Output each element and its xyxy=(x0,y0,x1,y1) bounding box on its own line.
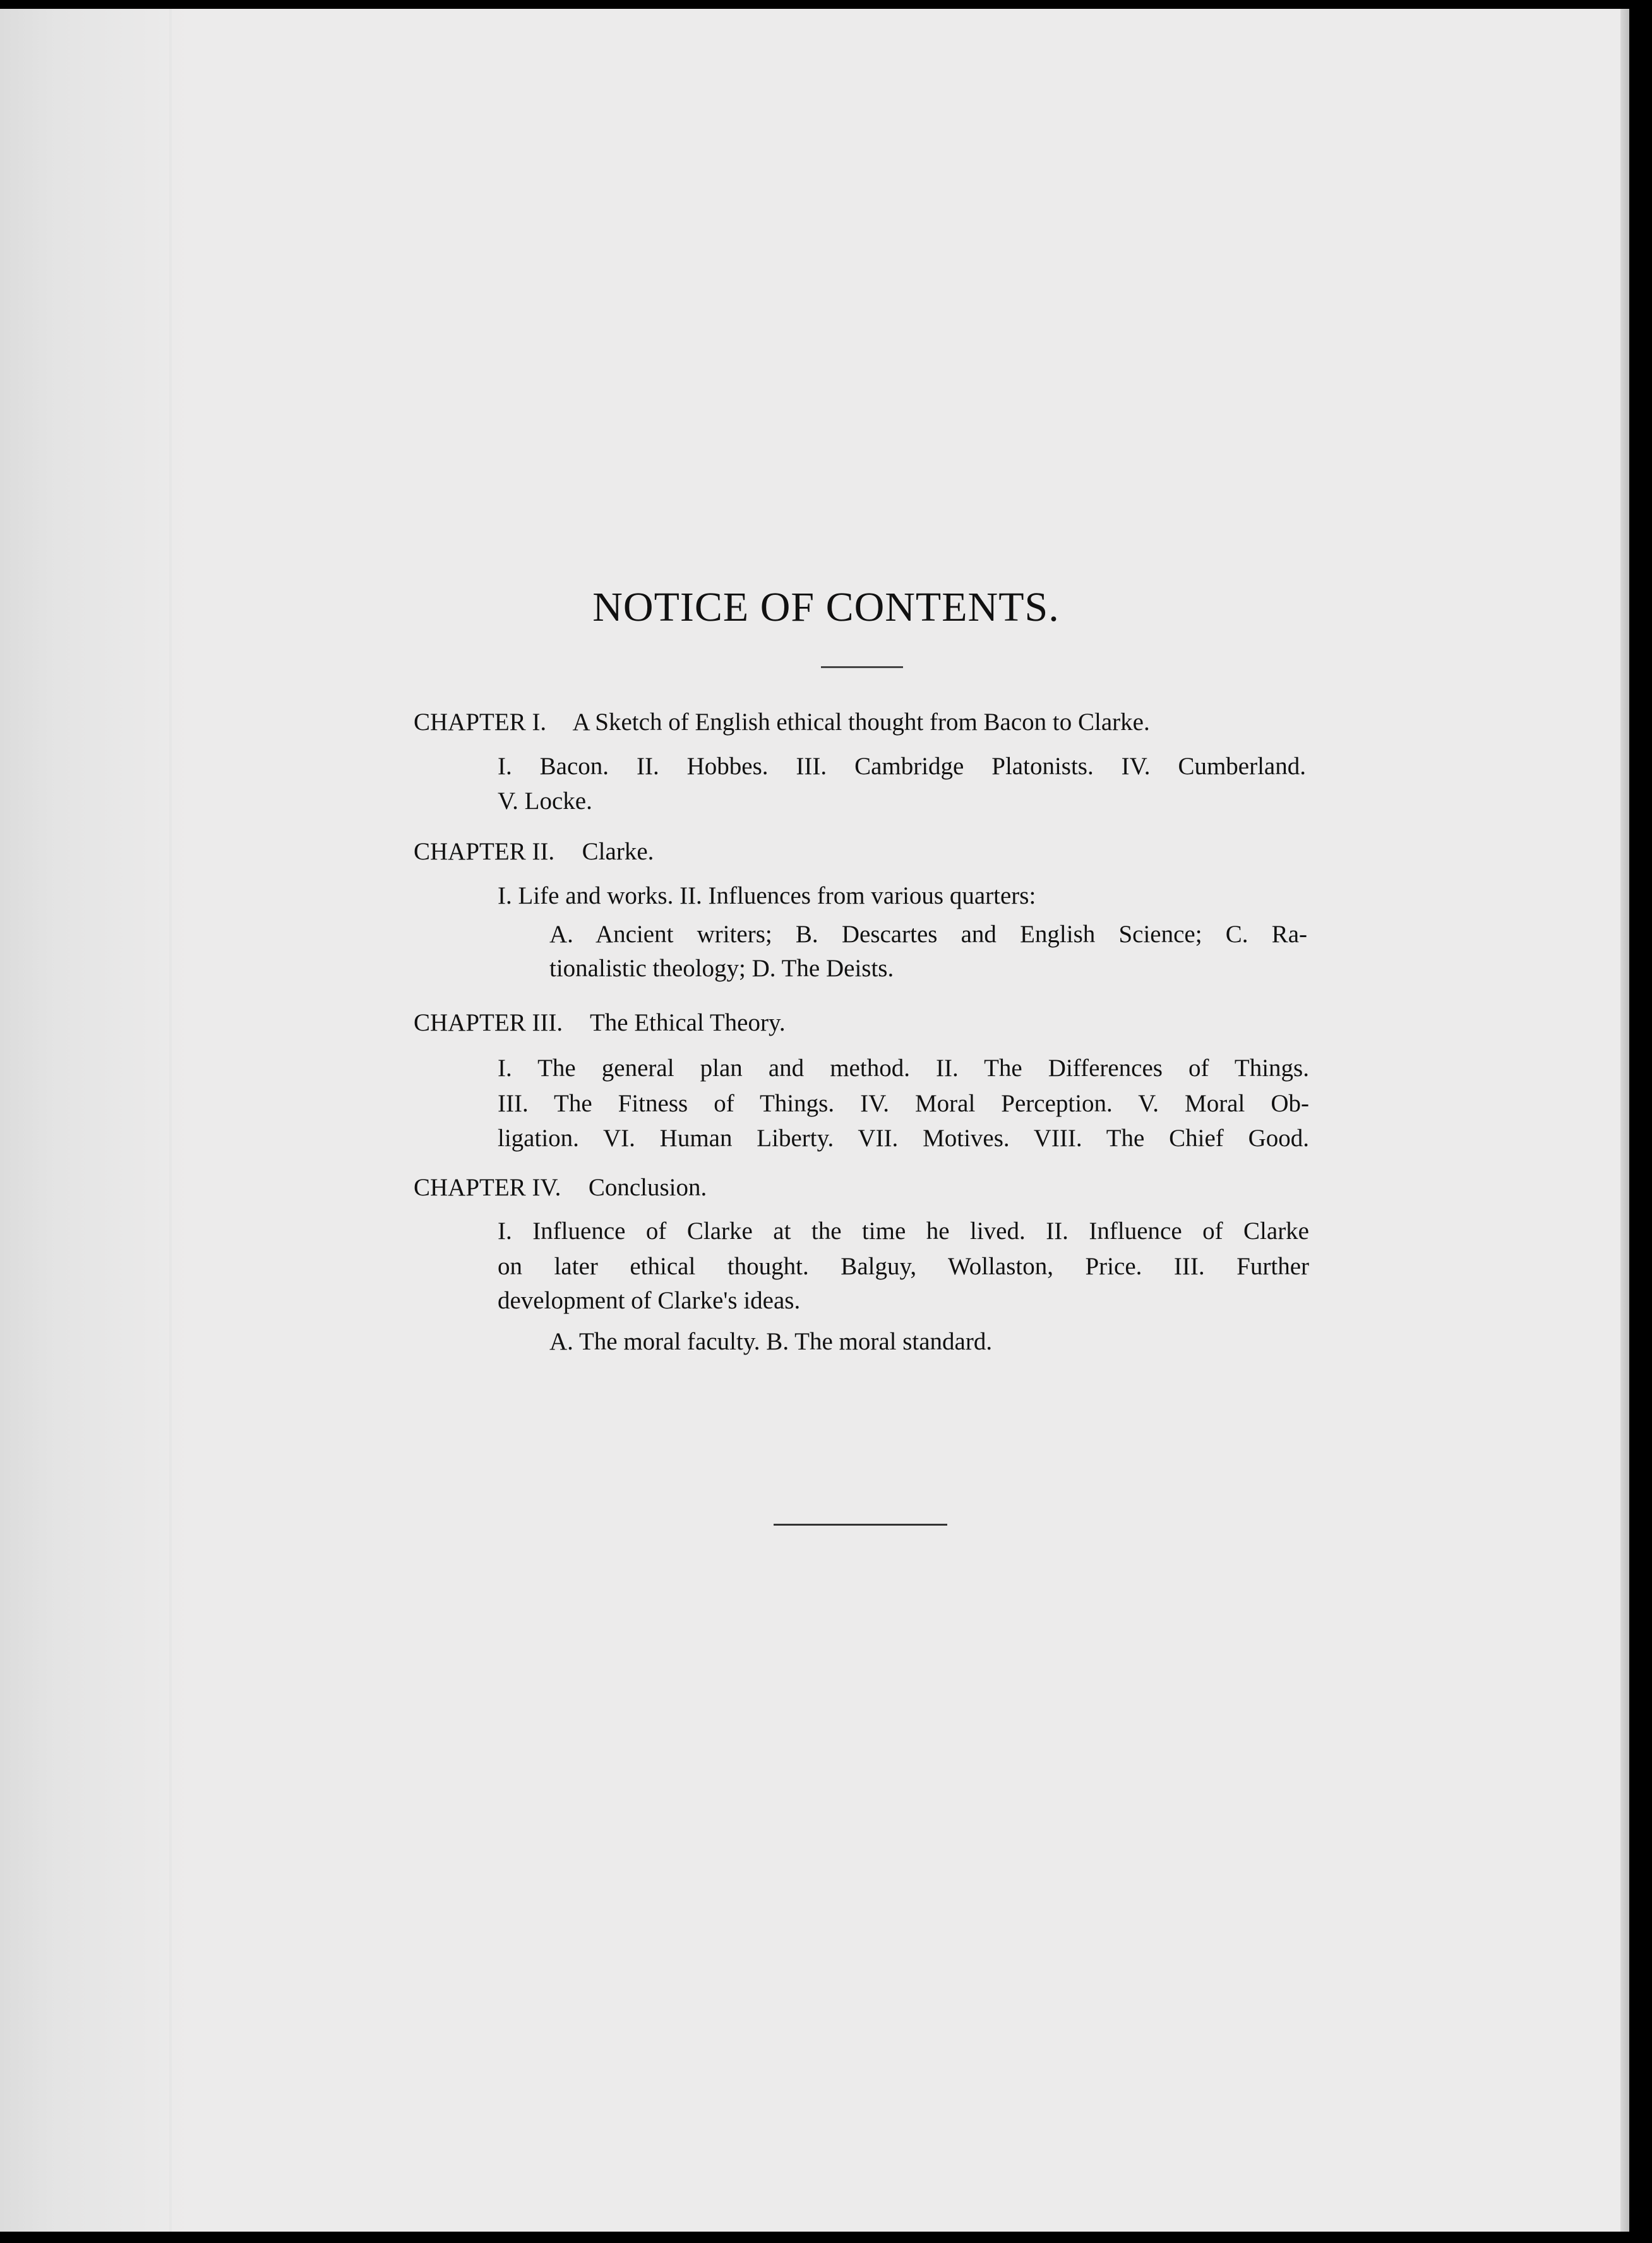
chapter-3-line-3: ligation. VI. Human Liberty. VII. Motives. VIII. The Chief Good. xyxy=(498,1125,1309,1152)
chapter-2-heading-row xyxy=(414,839,654,864)
page-edge xyxy=(1620,9,1629,2232)
chapter-2-subline-1: A. Ancient writers; B. Descartes and English Science; C. Ra- xyxy=(549,921,1307,948)
chapter-4-heading-row xyxy=(414,1175,707,1200)
chapter-3-heading: CHAPTER III. xyxy=(414,1009,563,1036)
chapter-4-heading: CHAPTER IV. xyxy=(414,1174,561,1201)
chapter-1-line-2: V. Locke. xyxy=(498,787,592,815)
title-rule xyxy=(821,666,903,668)
chapter-3-line-2: III. The Fitness of Things. IV. Moral Perception. V. Moral Ob- xyxy=(498,1090,1309,1117)
chapter-3-title: The Ethical Theory. xyxy=(589,1009,786,1036)
chapter-4-title: Conclusion. xyxy=(588,1174,707,1201)
chapter-2-heading: CHAPTER II. xyxy=(414,838,555,865)
chapter-2-subline-2: tionalistic theology; D. The Deists. xyxy=(549,955,894,982)
closing-rule xyxy=(774,1524,947,1526)
page-title: NOTICE OF CONTENTS. xyxy=(592,584,1060,630)
chapter-4-line-2: on later ethical thought. Balguy, Wollaston, Price. III. Further xyxy=(498,1253,1309,1280)
chapter-3-heading-row xyxy=(414,1010,786,1035)
scan-border-bottom xyxy=(0,2233,1652,2243)
chapter-1-line-1: I. Bacon. II. Hobbes. III. Cambridge Platonists. IV. Cumberland. xyxy=(498,753,1306,780)
chapter-1-title: A Sketch of English ethical thought from Bacon to Clarke. xyxy=(572,709,1150,736)
scanned-page xyxy=(0,9,1629,2232)
chapter-1-heading: CHAPTER I. xyxy=(414,709,547,736)
chapter-4-line-1: I. Influence of Clarke at the time he lived. II. Influence of Clarke xyxy=(498,1217,1309,1245)
spine-shadow xyxy=(0,9,189,2232)
chapter-4-line-3: development of Clarke's ideas. xyxy=(498,1287,801,1314)
chapter-4-subline-1: A. The moral faculty. B. The moral standard. xyxy=(549,1328,993,1355)
chapter-1-heading-row xyxy=(414,710,1150,734)
chapter-2-line-1: I. Life and works. II. Influences from various quarters: xyxy=(498,882,1036,909)
chapter-3-line-1: I. The general plan and method. II. The Differences of Things. xyxy=(498,1055,1309,1082)
page-fold xyxy=(169,9,172,2232)
chapter-2-title: Clarke. xyxy=(582,838,654,865)
